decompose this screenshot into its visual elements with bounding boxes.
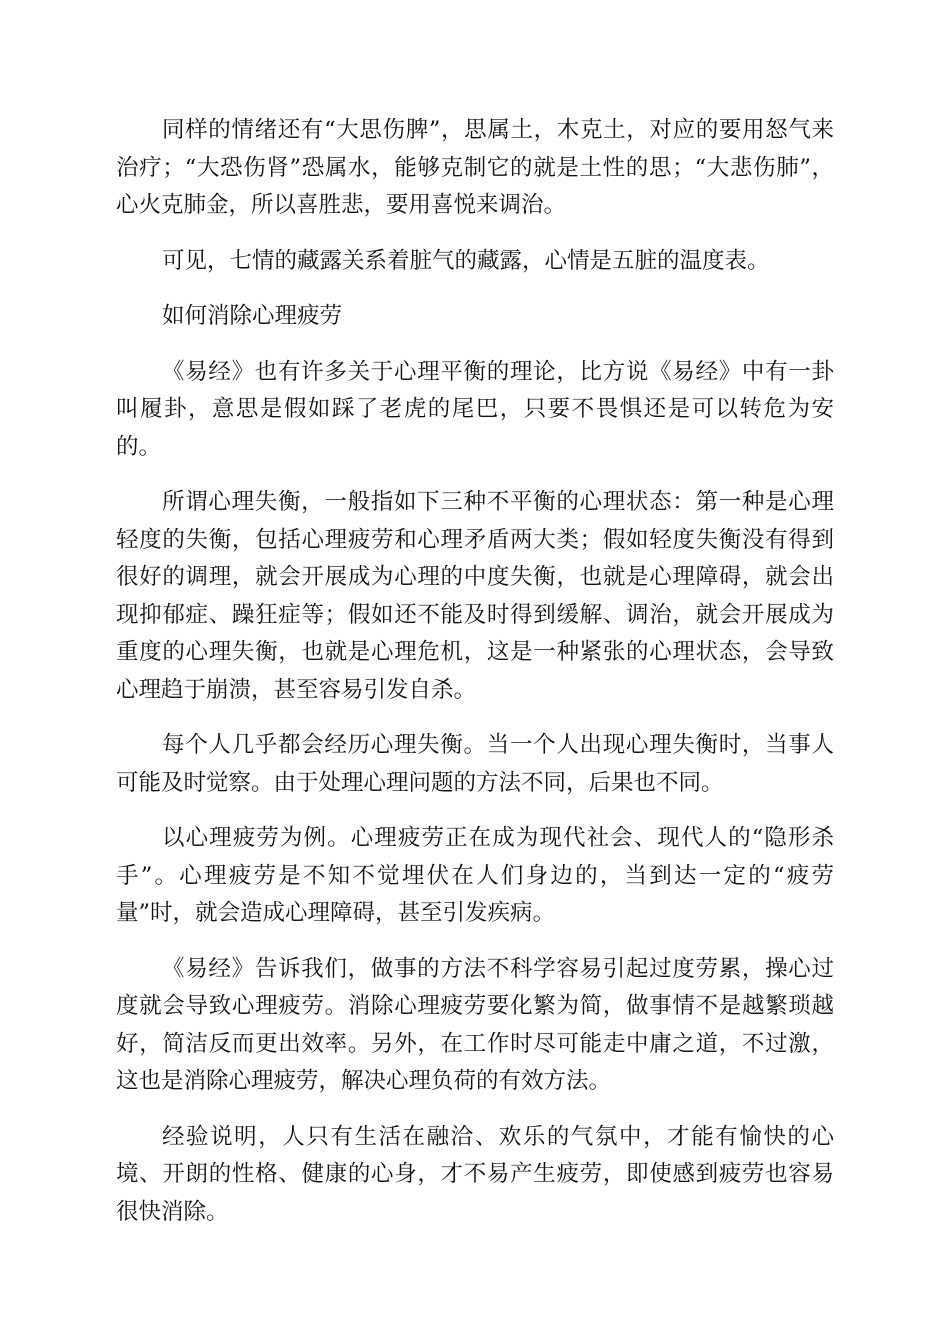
paragraph-4: 所谓心理失衡，一般指如下三种不平衡的心理状态：第一种是心理轻度的失衡，包括心理疲劳和心理矛盾两大类；假如轻度失衡没有得到很好的调理，就会开展成为心理的中度失衡，也就是心理障碍，就会出现抑郁症、躁狂症等；假如还不能及时得到缓解、调治，就会开展成为重度的心理失衡，也就是心理危机，这是一种紧张的心理状态，会导致心理趋于崩溃，甚至容易引发自杀。 xyxy=(116,489,834,703)
paragraph-2: 可见，七情的藏露关系着脏气的藏露，心情是五脏的温度表。 xyxy=(162,247,770,274)
paragraph-6: 以心理疲劳为例。心理疲劳正在成为现代社会、现代人的“隐形杀手”。心理疲劳是不知不觉埋伏在人们身边的，当到达一定的“疲劳量”时，就会造成心理障碍，甚至引发疾病。 xyxy=(116,825,834,926)
paragraph-1: 同样的情绪还有“大思伤脾”，思属土，木克土，对应的要用怒气来治疗；“大恐伤肾”恐属水，能够克制它的就是土性的思；“大悲伤肺”，心火克肺金，所以喜胜悲，要用喜悦来调治。 xyxy=(116,117,834,218)
paragraph-7: 《易经》告诉我们，做事的方法不科学容易引起过度劳累，操心过度就会导致心理疲劳。消除心理疲劳要化繁为简，做事情不是越繁琐越好，简洁反而更出效率。另外，在工作时尽可能走中庸之道，不过激，这也是消除心理疲劳，解决心理负荷的有效方法。 xyxy=(116,955,834,1094)
paragraph-8: 经验说明，人只有生活在融洽、欢乐的气氛中，才能有愉快的心境、开朗的性格、健康的心身，才不易产生疲劳，即使感到疲劳也容易很快消除。 xyxy=(116,1123,834,1225)
paragraph-5: 每个人几乎都会经历心理失衡。当一个人出现心理失衡时，当事人可能及时觉察。由于处理心理问题的方法不同，后果也不同。 xyxy=(116,732,834,796)
document-body xyxy=(116,112,834,1249)
paragraph-3: 《易经》也有许多关于心理平衡的理论，比方说《易经》中有一卦叫履卦，意思是假如踩了老虎的尾巴，只要不畏惧还是可以转危为安的。 xyxy=(116,358,834,460)
section-heading: 如何消除心理疲劳 xyxy=(162,303,343,329)
